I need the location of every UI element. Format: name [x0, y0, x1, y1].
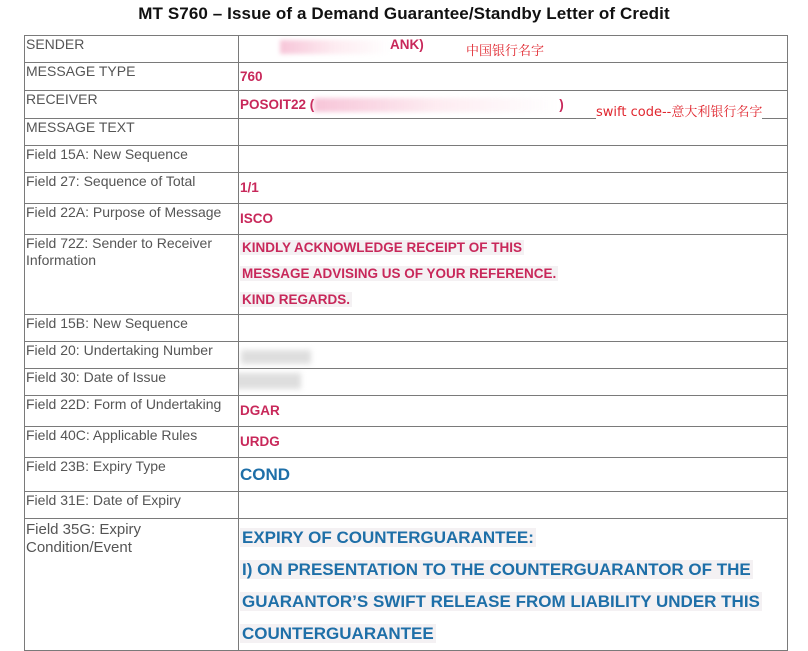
table-row [25, 519, 788, 651]
row-label: Field 35G: Expiry Condition/Event [25, 519, 239, 651]
row-value [239, 492, 788, 519]
annotation-bank-name: 中国银行名字 [466, 44, 545, 59]
sequence-value: 1/1 [240, 180, 259, 195]
row-label: Field 23B: Expiry Type [25, 458, 239, 492]
row-label: Field 15A: New Sequence [25, 146, 239, 173]
table-row [25, 369, 788, 396]
message-table [24, 35, 788, 651]
row-label: Field 15B: New Sequence [25, 315, 239, 342]
redaction [239, 373, 302, 389]
form-value: DGAR [240, 403, 280, 418]
row-label: Field 40C: Applicable Rules [25, 427, 239, 458]
row-label: SENDER [25, 36, 239, 63]
text-line: EXPIRY OF COUNTERGUARANTEE: [242, 528, 534, 547]
row-value [239, 369, 788, 396]
row-label: Field 72Z: Sender to Receiver Information [25, 235, 239, 315]
text-line: KINDLY ACKNOWLEDGE RECEIPT OF THIS [242, 240, 523, 255]
table-row [25, 342, 788, 369]
table-row [25, 119, 788, 146]
row-value [239, 427, 788, 458]
row-value [239, 119, 788, 146]
row-label: Field 27: Sequence of Total [25, 173, 239, 204]
row-value [239, 173, 788, 204]
table-row [25, 204, 788, 235]
row-label: Field 30: Date of Issue [25, 369, 239, 396]
table-row [25, 173, 788, 204]
row-value [239, 458, 788, 492]
row-label: MESSAGE TEXT [25, 119, 239, 146]
document-title: MT S760 – Issue of a Demand Guarantee/Standby Letter of Credit [138, 4, 670, 23]
sender-value: ANK) [390, 37, 424, 53]
row-value [239, 146, 788, 173]
row-value [239, 396, 788, 427]
table-row [25, 146, 788, 173]
purpose-value: ISCO [240, 211, 274, 226]
redaction [280, 40, 390, 54]
text-line: GUARANTOR’S SWIFT RELEASE FROM LIABILITY UNDER THIS [242, 592, 760, 611]
text-line: MESSAGE ADVISING US OF YOUR REFERENCE. [242, 266, 557, 281]
row-label: RECEIVER [25, 91, 239, 119]
annotation-swift-code: swift code--意大利银行名字 [596, 101, 762, 120]
row-value [239, 235, 788, 315]
text-line: I) ON PRESENTATION TO THE COUNTERGUARANTOR OF THE [242, 560, 751, 579]
redaction [241, 350, 311, 364]
text-line: COUNTERGUARANTEE [242, 624, 434, 643]
table-row [25, 315, 788, 342]
table-row [25, 63, 788, 91]
row-value [239, 519, 788, 651]
message-type-value: 760 [240, 69, 263, 84]
row-label: Field 22D: Form of Undertaking [25, 396, 239, 427]
rules-value: URDG [240, 434, 280, 449]
row-label: Field 20: Undertaking Number [25, 342, 239, 369]
redaction [314, 98, 559, 112]
row-label: Field 22A: Purpose of Message [25, 204, 239, 235]
table-row [25, 36, 788, 63]
table-row [25, 396, 788, 427]
row-value [239, 204, 788, 235]
table-row [25, 458, 788, 492]
expiry-type-value: COND [240, 465, 291, 484]
row-value [239, 342, 788, 369]
table-row [25, 427, 788, 458]
table-row [25, 235, 788, 315]
text-line: KIND REGARDS. [242, 292, 351, 307]
row-value [239, 63, 788, 91]
row-label: MESSAGE TYPE [25, 63, 239, 91]
receiver-value: POSOIT22 ( [240, 97, 315, 112]
table-row [25, 492, 788, 519]
row-label: Field 31E: Date of Expiry [25, 492, 239, 519]
receiver-value-end: ) [559, 97, 564, 112]
row-value [239, 315, 788, 342]
